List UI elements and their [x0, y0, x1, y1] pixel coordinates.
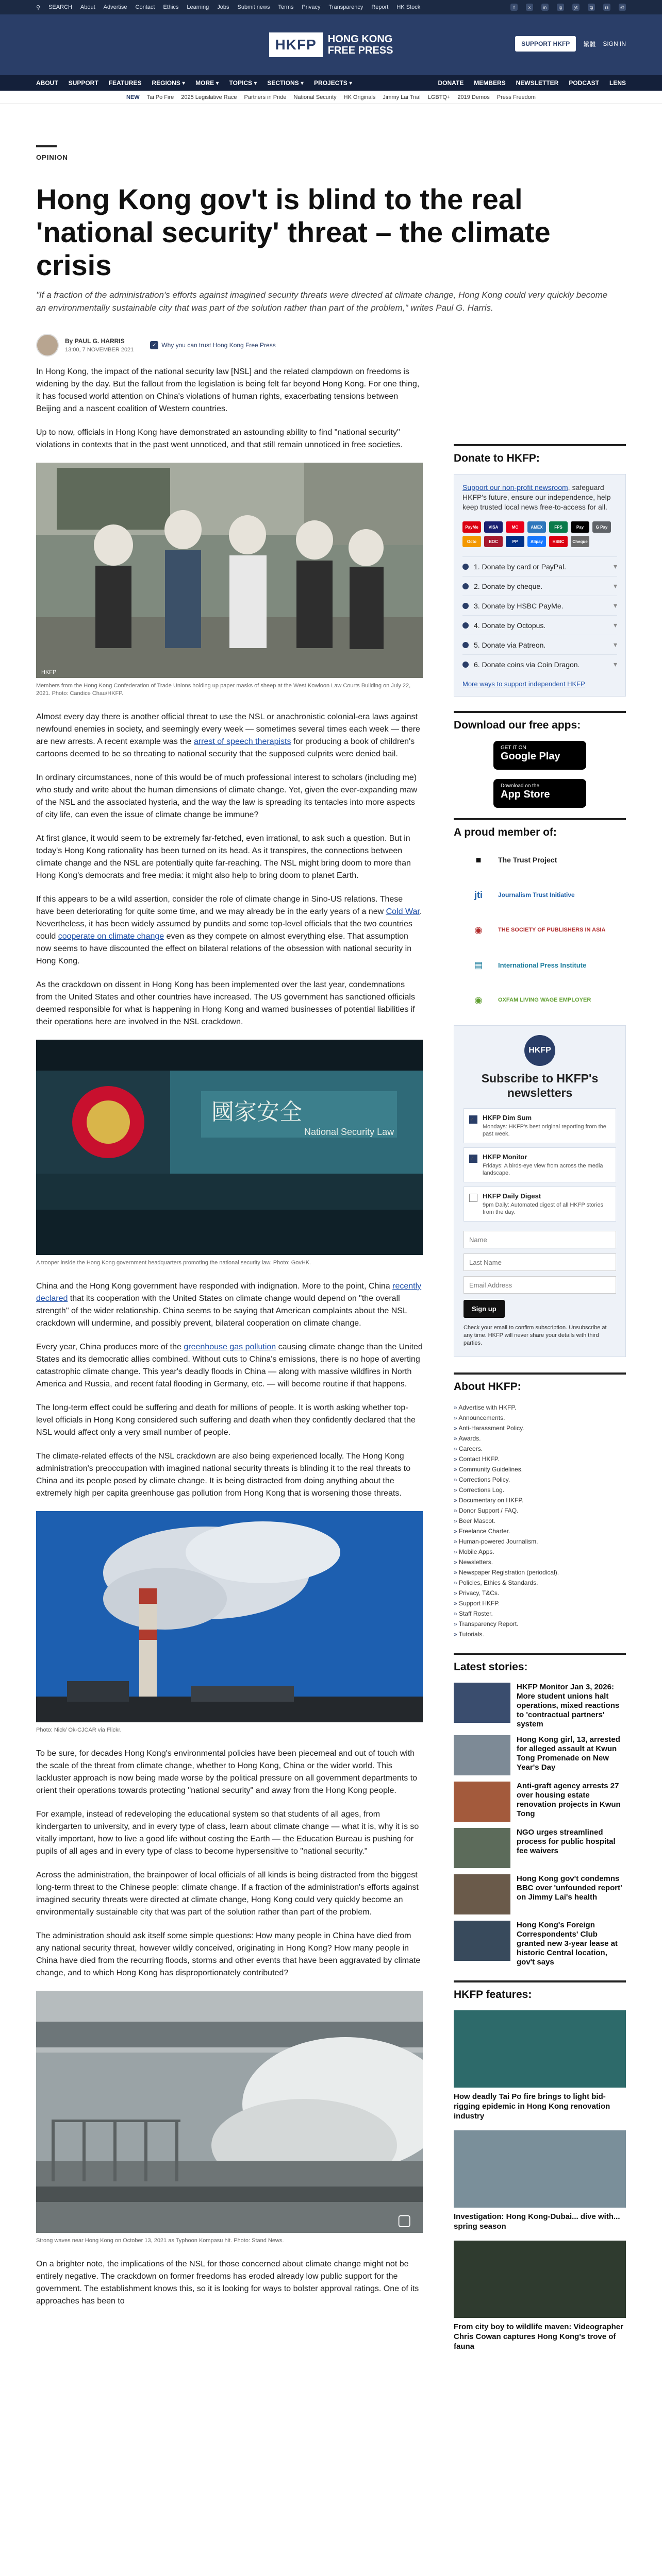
- newsletter-option-name: HKFP Monitor: [483, 1153, 527, 1161]
- main-nav: [0, 75, 662, 91]
- newsletter-title: Subscribe to HKFP's newsletters: [481, 1072, 599, 1099]
- card-icon: [462, 564, 469, 570]
- rss-icon[interactable]: rs: [603, 4, 610, 11]
- about-link[interactable]: » Documentary on HKFP.: [454, 1495, 626, 1505]
- cheque-option-icon: [462, 583, 469, 589]
- chevron-down-icon: ▾: [613, 640, 617, 649]
- figure-nsl-office: [36, 1040, 423, 1267]
- payme-icon: PayMe: [462, 521, 481, 533]
- figure-caption: A trooper inside the Hong Kong government headquarters promoting the national security law. Photo: GovHK.: [36, 1260, 311, 1266]
- trending-legco-race[interactable]: 2025 Legislative Race: [181, 94, 237, 100]
- donate-option-patreon[interactable]: [462, 635, 617, 654]
- newsletter-option-text: [483, 1114, 610, 1138]
- paragraph: [36, 711, 423, 760]
- figure-chimney: [36, 1511, 423, 1734]
- member-ipi[interactable]: [464, 953, 626, 977]
- paragraph: The long-term effect could be suffering and death for millions of people. It is worth asking whether top-level officials in Hong Kong considered such suffering and death when they confidently declared that the NSL would affect only a very small number of people.: [36, 1403, 416, 1437]
- chevron-down-icon: ▾: [613, 562, 617, 570]
- paragraph-text: even as they compete on almost everything else. That assumption now seems to have discounted the effect on bilateral relations of the obsession with national security in Hong Kong.: [36, 932, 412, 965]
- search-icon[interactable]: ⚲: [36, 4, 41, 11]
- paragraph-text: causing climate change than the United States and its democratic allies combined. Without cuts to China's emissions, there is no hope of averting catastrophic climate change. This year's deadly floods in China — along with massive wildfires in North America and Russia, and recent fatal flooding in Germany, etc. — will become routine if that happens.: [36, 1343, 423, 1388]
- octopus-option-icon: [462, 622, 469, 629]
- story-thumbnail: [454, 1735, 510, 1775]
- x-icon[interactable]: x: [526, 4, 533, 11]
- trending-bar: [0, 91, 662, 104]
- byline: [36, 334, 276, 357]
- newsletter-option-digest[interactable]: [464, 1187, 616, 1222]
- apple-pay-icon: Pay: [571, 521, 589, 533]
- trending-2019-demos[interactable]: 2019 Demos: [457, 94, 490, 100]
- shield-icon: ✓: [150, 341, 158, 349]
- chimney-photo-art: [36, 1511, 423, 1722]
- donate-box: [454, 474, 626, 697]
- article-body: [36, 366, 423, 2319]
- nav-newsletter[interactable]: NEWSLETTER: [516, 79, 559, 87]
- google-play-button[interactable]: [493, 741, 586, 770]
- google-play-small: GET IT ON: [501, 745, 526, 751]
- waves-photo[interactable]: [36, 1991, 423, 2233]
- story-title: Hong Kong's Foreign Correspondents' Club granted new 3-year lease at historic Central location, gov't says: [517, 1921, 618, 1967]
- paragraph: The climate-related effects of the NSL crackdown are also being experienced locally. The Hong Kong administration's preoccupation with imagined national security threats is blinding it to the real threats to China and its people posed by climate change. It is being distracted from doing anything about the extremely high per capita greenhouse gas pollution from Hong Kong that is worsening those threats.: [36, 1452, 411, 1498]
- alipay-icon: Alipay: [527, 536, 546, 547]
- nav-about[interactable]: ABOUT: [36, 79, 58, 87]
- site-logo[interactable]: [269, 32, 393, 57]
- inline-link[interactable]: Cold War: [386, 907, 420, 916]
- newsletter-option-name: HKFP Daily Digest: [483, 1192, 541, 1200]
- chevron-down-icon: ▾: [613, 582, 617, 590]
- donate-option-octopus[interactable]: [462, 615, 617, 635]
- boc-icon: BOC: [484, 536, 503, 547]
- inline-link[interactable]: cooperate on climate change: [58, 932, 164, 941]
- about-link[interactable]: » Corrections Policy.: [454, 1475, 626, 1485]
- about-link[interactable]: » Human-powered Journalism.: [454, 1536, 626, 1547]
- about-list: [454, 1402, 626, 1639]
- paragraph: For example, instead of redeveloping the educational system so that students of all ages, from kindergarten to university, and in every type of class, learn about climate change — what it is, why it is so vitally important, how to live a good life without costing the Earth — the Education Bureau is pushing for pupils of all ages and in every type of class to become hypersensitive to "national security.": [36, 1810, 419, 1856]
- nav-features[interactable]: FEATURES: [108, 79, 142, 87]
- latest-story[interactable]: [454, 1828, 626, 1868]
- topbar-link-stock[interactable]: HK Stock: [396, 4, 421, 10]
- member-heading: A proud member of:: [454, 818, 626, 839]
- support-hkfp-button[interactable]: SUPPORT HKFP: [515, 36, 576, 52]
- newsletter-option-monitor[interactable]: [464, 1147, 616, 1182]
- nav-projects[interactable]: PROJECTS ▾: [314, 79, 353, 87]
- latest-story[interactable]: [454, 1782, 626, 1822]
- story-thumbnail: [454, 1921, 510, 1961]
- feature-title: Investigation: Hong Kong-Dubai... dive with... spring season: [454, 2212, 620, 2231]
- donate-option-label: 6. Donate coins via Coin Dragon.: [474, 660, 580, 669]
- paragraph: As the crackdown on dissent in Hong Kong has been implemented over the last year, condemnations from the United States and other countries have increased. The US government has sanctioned officials deemed responsible for what is happening in Hong Kong and warned businesses of potential liabilities if their operations here are involved in the NSL crackdown.: [36, 980, 415, 1026]
- figure-caption: Members from the Hong Kong Confederation of Trade Unions holding up paper masks of sheep at the West Kowloon Law Courts Building on July 22, 2021. Photo: Candice Chau/HKFP.: [36, 683, 411, 697]
- checkbox-unchecked-icon[interactable]: [469, 1194, 477, 1202]
- newsletter-option-desc: Fridays: A birds-eye view from across the media landscape.: [483, 1163, 603, 1176]
- sign-up-button[interactable]: Sign up: [464, 1300, 505, 1318]
- paragraph-text: for producing a book of children's cartoons deemed to be so threating to national security that the supposed culprits were denied bail.: [36, 737, 415, 758]
- story-title: Hong Kong gov't condemns BBC over 'unfounded report' on Jimmy Lai's health: [517, 1874, 622, 1902]
- author-name[interactable]: By PAUL G. HARRIS: [65, 337, 125, 345]
- app-store-button[interactable]: [493, 779, 586, 808]
- amex-icon: AMEX: [527, 521, 546, 533]
- paypal-icon: PP: [506, 536, 524, 547]
- logo-wordmark: [328, 33, 393, 56]
- about-link[interactable]: » Policies, Ethics & Standards.: [454, 1578, 626, 1588]
- donate-option-label: 1. Donate by card or PayPal.: [474, 562, 566, 571]
- jti-icon: jti: [474, 889, 483, 900]
- brand-header: [0, 14, 662, 75]
- donate-option-coins[interactable]: [462, 654, 617, 674]
- figure-protest: [36, 463, 423, 698]
- paragraph: [36, 893, 423, 968]
- trending-new-label: NEW: [126, 94, 140, 100]
- top-utility-bar: [0, 0, 662, 14]
- trending-tai-po-fire[interactable]: Tai Po Fire: [146, 94, 174, 100]
- office-sign: 國家安全: [211, 1099, 302, 1125]
- newsletter-option-text: [483, 1192, 610, 1216]
- chevron-down-icon: ▾: [613, 660, 617, 668]
- logo-line-2: FREE PRESS: [327, 45, 393, 56]
- paragraph: At first glance, it would seem to be extremely far-fetched, even irrational, to ask such a question. But in today's Hong Kong rationality has been turned on its head. As it transpires, the connections between climate change and the NSL are potentially quite far-reaching. The NSL might bring doom to more than Hong Kong's democrats and free media: it might also help to bring doom to planet Earth.: [36, 834, 411, 880]
- latest-story[interactable]: [454, 1683, 626, 1729]
- newsletter-widget: [454, 1025, 626, 1357]
- about-link[interactable]: » Privacy, T&Cs.: [454, 1588, 626, 1598]
- about-link[interactable]: » Community Guidelines.: [454, 1464, 626, 1475]
- latest-story[interactable]: [454, 1735, 626, 1775]
- topbar-link-report[interactable]: Report: [371, 4, 389, 10]
- donate-option-card[interactable]: [462, 556, 617, 576]
- paragraph: [36, 1280, 423, 1330]
- feature-image: [454, 2130, 626, 2208]
- nav-topics[interactable]: TOPICS ▾: [229, 79, 257, 87]
- trending-national-security[interactable]: National Security: [293, 94, 337, 100]
- hsbc-icon: HSBC: [549, 536, 568, 547]
- nav-lens[interactable]: LENS: [609, 79, 626, 87]
- feature-title: How deadly Tai Po fire brings to light bid-rigging epidemic in Hong Kong renovation industry: [454, 2092, 610, 2121]
- features-heading: HKFP features:: [454, 1980, 626, 2001]
- inline-link[interactable]: greenhouse gas pollution: [184, 1343, 276, 1351]
- about-link[interactable]: » Newsletters.: [454, 1557, 626, 1567]
- fps-icon: FPS: [549, 521, 568, 533]
- donate-heading: Donate to HKFP:: [454, 444, 626, 465]
- nsl-office-photo-art: [36, 1040, 423, 1255]
- header-actions: [515, 36, 626, 52]
- member-sopa[interactable]: [464, 918, 626, 942]
- about-link[interactable]: » Staff Roster.: [454, 1608, 626, 1619]
- protest-photo[interactable]: [36, 463, 423, 678]
- byline-text: [65, 337, 134, 353]
- last-name-field[interactable]: [464, 1253, 616, 1271]
- office-sign-en: National Security Law: [304, 1127, 394, 1137]
- donate-widget: [454, 444, 626, 697]
- google-pay-icon: G Pay: [592, 521, 611, 533]
- checkbox-checked-icon[interactable]: ✓: [469, 1155, 477, 1163]
- paragraph-text: that its cooperation with the United States on climate change would depend on "the overall strength" of the wider relationship. China seems to be saying that American complaints about the NSL crackdown will undermine, and possibly prevent, bilateral cooperation on climate change.: [36, 1294, 407, 1328]
- nav-podcast[interactable]: PODCAST: [569, 79, 599, 87]
- member-label: Journalism Trust Initiative: [498, 891, 575, 899]
- trending-hk-originals[interactable]: HK Originals: [343, 94, 376, 100]
- paragraph-text: Every year, China produces more of the: [36, 1343, 184, 1351]
- about-link[interactable]: » Careers.: [454, 1444, 626, 1454]
- member-label: OXFAM LIVING WAGE EMPLOYER: [498, 997, 591, 1003]
- about-link[interactable]: » Awards.: [454, 1433, 626, 1444]
- section-rule: [36, 145, 57, 147]
- apps-widget: [454, 711, 626, 808]
- paragraph: Across the administration, the brainpower of local officials of all kinds is being distracted from the biggest long-term threat to the Chinese people: climate change. If a fraction of the administration's efforts against imagined security threats were directed at climate change, Hong Kong could very quickly become an environmentally sustainable city that was part of the solution rather than part of the problem.: [36, 1871, 419, 1917]
- donate-text: [462, 483, 617, 512]
- visa-icon: VISA: [484, 521, 503, 533]
- about-link[interactable]: » Freelance Charter.: [454, 1526, 626, 1536]
- member-oxfam[interactable]: [464, 988, 626, 1012]
- logo-line-1: HONG KONG: [327, 33, 393, 45]
- newsletter-note: Check your email to confirm subscription. Unsubscribe at any time. HKFP will never share your details with third parties.: [464, 1325, 607, 1346]
- trust-project-icon: ■: [475, 854, 482, 865]
- linkedin-icon[interactable]: in: [541, 4, 549, 11]
- paragraph: The administration should ask itself some simple questions: How many people in China have died from any national security threat, however wildly conceived, originating in Hong Kong? How many people in China have died from the recurring floods, storms and other events that have been aggravated by climate change, and to which Hong Kong has disproportionately contributed?: [36, 1931, 421, 1977]
- figure-caption: Strong waves near Hong Kong on October 13, 2021 as Typhoon Kompasu hit. Photo: Stand News.: [36, 2238, 284, 2244]
- latest-story[interactable]: [454, 1921, 626, 1967]
- paragraph-text: If this appears to be a wild assertion, consider the role of climate change in Sino-US relations. These have been deteriorating for quite some time, and we may already be in the early years of a new: [36, 895, 403, 916]
- more-ways-link[interactable]: More ways to support independent HKFP: [462, 680, 585, 688]
- feature-image: [454, 2241, 626, 2318]
- member-label: International Press Institute: [498, 961, 587, 969]
- about-widget: [454, 1372, 626, 1639]
- about-link[interactable]: » Newspaper Registration (periodical).: [454, 1567, 626, 1578]
- nav-regions[interactable]: REGIONS ▾: [152, 79, 186, 87]
- newsletter-option-desc: Mondays: HKFP's best original reporting from the past week.: [483, 1124, 606, 1137]
- apps-heading: Download our free apps:: [454, 711, 626, 732]
- story-title: Hong Kong girl, 13, arrested for alleged assault at Kwun Tong Promenade on New Year's Day: [517, 1735, 620, 1772]
- section-label[interactable]: OPINION: [36, 154, 68, 161]
- author-avatar: [36, 334, 59, 357]
- donate-option-cheque[interactable]: [462, 576, 617, 596]
- payme-option-icon: [462, 603, 469, 609]
- features-widget: [454, 1980, 626, 2351]
- about-link[interactable]: » Anti-Harassment Policy.: [454, 1423, 626, 1433]
- paragraph: On a brighter note, the implications of the NSL for those concerned about climate change might not be entirely negative. The crackdown on former freedoms has eroded already low public support for the government. The establishment knows this, so it is looking for ways to bolster approval ratings. One of its approaches has been to: [36, 2260, 419, 2306]
- topbar-link-ethics[interactable]: Ethics: [163, 4, 179, 10]
- trending-partners-pride[interactable]: Partners in Pride: [244, 94, 287, 100]
- feature-story[interactable]: [454, 2241, 626, 2351]
- latest-heading: Latest stories:: [454, 1653, 626, 1673]
- nav-sections[interactable]: SECTIONS ▾: [267, 79, 304, 87]
- story-thumbnail: [454, 1828, 510, 1868]
- paragraph: In ordinary circumstances, none of this would be of much professional interest to scholars (including me) who study and write about the human dimensions of climate change. Yet, given the ever-expanding maw of the NSL and the associated hysteria, and the way the law is spreading its tentacles into more aspects of city life, can even the issue of climate change be immune?: [36, 773, 418, 819]
- figure-caption: Photo: Nick/ Ok-CJCAR via Flickr.: [36, 1727, 122, 1733]
- instagram-icon[interactable]: ig: [557, 4, 564, 11]
- newsletter-option-dim-sum[interactable]: [464, 1108, 616, 1143]
- donate-option-payme[interactable]: [462, 596, 617, 615]
- about-link[interactable]: » Donor Support / FAQ.: [454, 1505, 626, 1516]
- chevron-down-icon: ▾: [613, 601, 617, 609]
- story-title: HKFP Monitor Jan 3, 2026: More student unions halt operations, mixed reactions to 'contractual partners' system: [517, 1683, 620, 1728]
- nav-donate[interactable]: DONATE: [438, 79, 464, 87]
- feature-story[interactable]: [454, 2010, 626, 2121]
- about-link[interactable]: » Announcements.: [454, 1413, 626, 1423]
- donate-text-body: , safeguard HKFP's future, ensure our independence, help keep trusted local news free-to-access for all.: [462, 483, 611, 511]
- donate-option-label: 4. Donate by Octopus.: [474, 621, 546, 630]
- payment-logos: [462, 521, 617, 547]
- topbar-link-terms[interactable]: Terms: [278, 4, 294, 10]
- facebook-icon[interactable]: f: [510, 4, 518, 11]
- oxfam-icon: ◉: [474, 994, 483, 1005]
- member-jti[interactable]: [464, 883, 626, 907]
- newsletter-option-desc: 9pm Daily: Automated digest of all HKFP stories from the day.: [483, 1202, 603, 1215]
- topbar-link-jobs[interactable]: Jobs: [217, 4, 229, 10]
- about-link[interactable]: » Advertise with HKFP.: [454, 1402, 626, 1413]
- octopus-icon: Octo: [462, 536, 481, 547]
- paragraph-text: . Nevertheless, it has been widely assumed by pundits and some top-level officials that the two countries could: [36, 907, 422, 941]
- member-label: THE SOCIETY OF PUBLISHERS IN ASIA: [498, 927, 606, 933]
- story-thumbnail: [454, 1874, 510, 1914]
- patreon-icon: [462, 642, 469, 648]
- sopa-icon: ◉: [474, 924, 483, 935]
- youtube-icon[interactable]: yt: [572, 4, 580, 11]
- logo-mark: HKFP: [269, 32, 323, 57]
- newsletter-logo: HKFP: [524, 1035, 555, 1066]
- member-trust-project[interactable]: [464, 848, 626, 872]
- chimney-photo[interactable]: [36, 1511, 423, 1722]
- trending-press-freedom[interactable]: Press Freedom: [496, 94, 536, 100]
- member-widget: [454, 818, 626, 1012]
- cheque-icon: Cheque: [571, 536, 589, 547]
- email-icon[interactable]: @: [619, 4, 626, 11]
- donate-option-label: 2. Donate by cheque.: [474, 582, 543, 590]
- about-link[interactable]: » Contact HKFP.: [454, 1454, 626, 1464]
- nav-more[interactable]: MORE ▾: [195, 79, 219, 87]
- language-toggle[interactable]: 繁體: [583, 40, 596, 48]
- latest-story[interactable]: [454, 1874, 626, 1914]
- nsl-office-photo[interactable]: [36, 1040, 423, 1255]
- first-name-field[interactable]: [464, 1231, 616, 1248]
- sign-in-link[interactable]: SIGN IN: [603, 40, 626, 47]
- newsletter-option-text: [483, 1153, 610, 1177]
- about-link[interactable]: » Support HKFP.: [454, 1598, 626, 1608]
- newsletter-option-name: HKFP Dim Sum: [483, 1114, 532, 1122]
- about-link[interactable]: » Mobile Apps.: [454, 1547, 626, 1557]
- topbar-link-search[interactable]: SEARCH: [48, 4, 72, 10]
- story-title: Anti-graft agency arrests 27 over housing estate renovation projects in Kwun Tong: [517, 1782, 621, 1818]
- topbar-link-transparency[interactable]: Transparency: [328, 4, 363, 10]
- checkbox-checked-icon[interactable]: ✓: [469, 1115, 477, 1124]
- figure-waves: [36, 1991, 423, 2245]
- feature-story[interactable]: [454, 2130, 626, 2231]
- topbar-link-contact[interactable]: Contact: [135, 4, 155, 10]
- story-thumbnail: [454, 1683, 510, 1723]
- nav-support[interactable]: SUPPORT: [68, 79, 98, 87]
- topbar-link-privacy[interactable]: Privacy: [302, 4, 321, 10]
- chevron-down-icon: ▾: [613, 621, 617, 629]
- about-heading: About HKFP:: [454, 1372, 626, 1393]
- paragraph-text: Almost every day there is another official threat to use the NSL or anachronistic colonial-era laws against newfound enemies in society, and seemingly every week — sometimes several times each week — there are new arrests. A recent example was the: [36, 713, 420, 746]
- feature-image: [454, 2010, 626, 2088]
- inline-link[interactable]: recently declared: [36, 1282, 422, 1303]
- donate-inline-link[interactable]: Support our non-profit newsroom: [462, 483, 568, 492]
- inline-link[interactable]: arrest of speech therapists: [193, 737, 291, 746]
- app-store-small: Download on the: [501, 783, 540, 789]
- topbar-link-advertise[interactable]: Advertise: [103, 4, 127, 10]
- latest-widget: [454, 1653, 626, 1967]
- topbar-link-learning[interactable]: Learning: [187, 4, 209, 10]
- protest-photo-art: [36, 463, 423, 678]
- about-link[interactable]: » Corrections Log.: [454, 1485, 626, 1495]
- about-link[interactable]: » Beer Mascot.: [454, 1516, 626, 1526]
- why-trust-label: Why you can trust Hong Kong Free Press: [161, 342, 276, 349]
- why-trust-link[interactable]: [150, 341, 275, 349]
- about-link[interactable]: » Transparency Report.: [454, 1619, 626, 1629]
- trending-lgbtq[interactable]: LGBTQ+: [427, 94, 451, 100]
- paragraph-text: China and the Hong Kong government have responded with indignation. More to the point, China: [36, 1282, 393, 1291]
- member-label: The Trust Project: [498, 856, 557, 864]
- about-link[interactable]: » Tutorials.: [454, 1629, 626, 1639]
- paragraph: [36, 1341, 423, 1391]
- topbar-link-submit-news[interactable]: Submit news: [237, 4, 270, 10]
- email-field[interactable]: [464, 1276, 616, 1294]
- mastercard-icon: MC: [506, 521, 524, 533]
- coin-icon: [462, 662, 469, 668]
- sidebar: [454, 444, 626, 2361]
- story-thumbnail: [454, 1782, 510, 1822]
- paragraph: In Hong Kong, the impact of the national security law [NSL] and the related clampdown on freedoms is widening by the day. But the fallout from the legislation is being felt far beyond Hong Kong. For one thing, it has focused world attention on China's violations of human rights, exacerbating tensions between Beijing and a nascent coalition of Western countries.: [36, 367, 420, 413]
- app-store-label: App Store: [501, 789, 550, 800]
- donate-option-label: 3. Donate by HSBC PayMe.: [474, 601, 564, 610]
- paragraph: To be sure, for decades Hong Kong's environmental policies have been piecemeal and out of touch with the scale of the threat from climate change, whether to Hong Kong, China or the wider world. This lackluster approach is now being made worse by the political pressure on all government departments to orient their operations towards protecting "national security" and away from the Hong Kong people.: [36, 1749, 418, 1795]
- article-lead: "If a fraction of the administration's efforts against imagined security threats were directed at climate change, Hong Kong could very quickly become an environmentally sustainable city that was part of the solution rather than part of the problem," writes Paul G. Harris.: [36, 290, 608, 313]
- telegram-icon[interactable]: tg: [588, 4, 595, 11]
- nav-members[interactable]: MEMBERS: [474, 79, 506, 87]
- ipi-icon: ▤: [474, 959, 483, 970]
- google-play-label: Google Play: [501, 751, 560, 762]
- story-title: NGO urges streamlined process for public hospital fee waivers: [517, 1828, 616, 1855]
- donate-option-label: 5. Donate via Patreon.: [474, 640, 546, 649]
- svg-text:▢: ▢: [397, 2211, 412, 2229]
- publish-date: 13:00, 7 NOVEMBER 2021: [65, 347, 134, 353]
- waves-photo-art: [36, 1991, 423, 2233]
- topbar-link-about[interactable]: About: [80, 4, 95, 10]
- feature-title: From city boy to wildlife maven: Videographer Chris Cowan captures Hong Kong's trove of fauna: [454, 2323, 623, 2351]
- svg-text:HKFP: HKFP: [41, 669, 57, 675]
- article-title: Hong Kong gov't is blind to the real 'national security' threat – the climate crisis: [36, 183, 551, 281]
- paragraph: Up to now, officials in Hong Kong have demonstrated an astounding ability to find "national security" violations in contexts that in the past went unnoticed, and that still remain unnoticed in free societies.: [36, 428, 403, 449]
- trending-jimmy-lai[interactable]: Jimmy Lai Trial: [383, 94, 421, 100]
